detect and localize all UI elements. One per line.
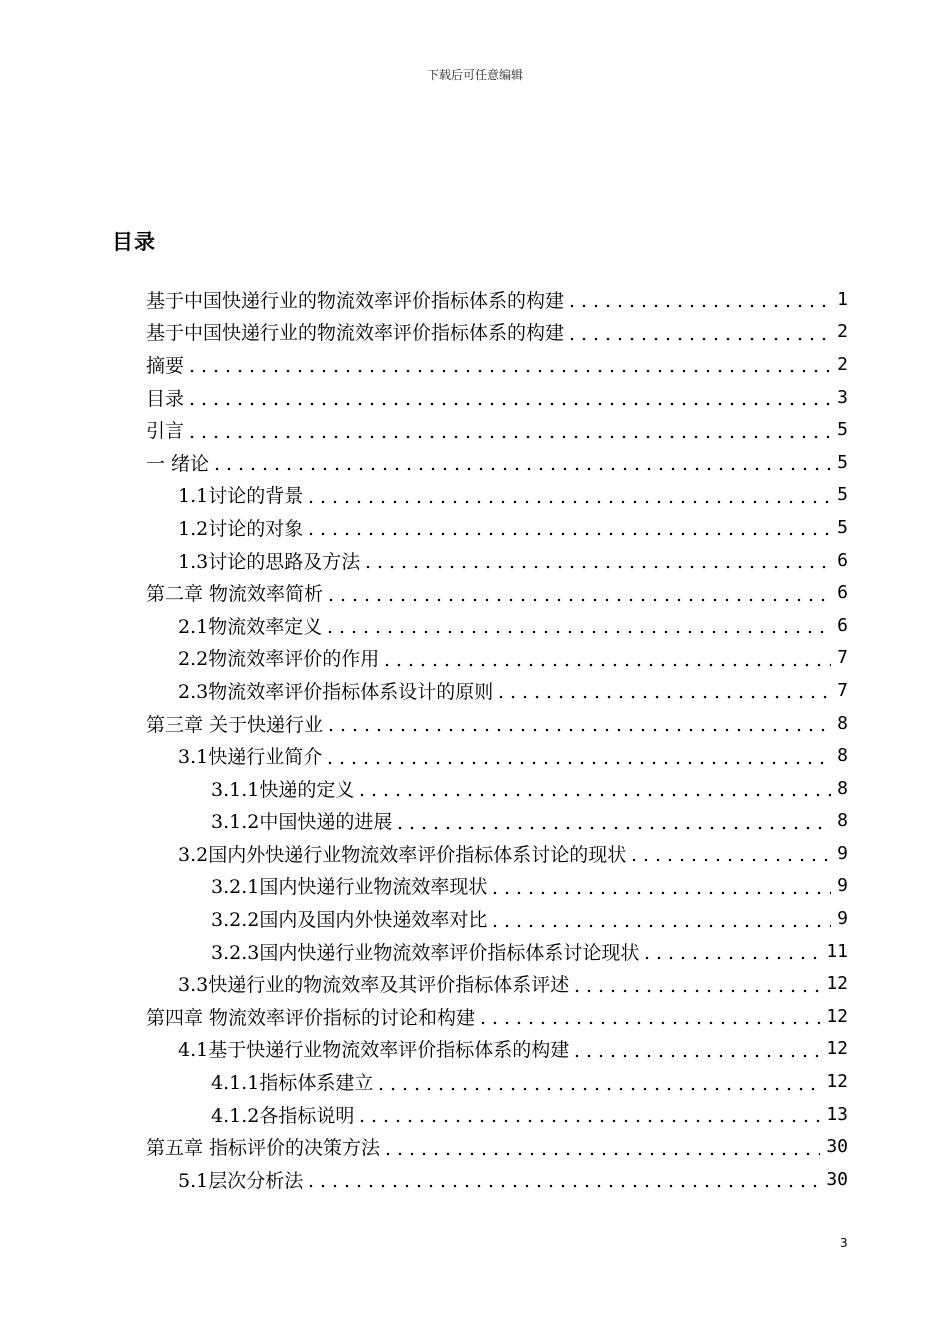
- toc-entry-title: 一 绪论: [146, 449, 209, 476]
- toc-entry-title: 第四章 物流效率评价指标的讨论和构建: [146, 1003, 475, 1030]
- toc-entry-title: 基于中国快递行业的物流效率评价指标体系的构建: [146, 286, 564, 313]
- toc-entry-page: 11: [826, 940, 848, 962]
- toc-entry[interactable]: [146, 576, 848, 609]
- toc-entry-page: 30: [826, 1168, 848, 1190]
- toc-entry-title: 3.2国内外快递行业物流效率评价指标体系讨论的现状: [178, 840, 626, 867]
- toc-entry-page: 9: [837, 875, 848, 897]
- toc-entry[interactable]: [146, 1098, 848, 1131]
- toc-entry-page: 8: [837, 712, 848, 734]
- toc-dot-leader: [641, 941, 820, 961]
- toc-entry-page: 5: [837, 516, 848, 538]
- toc-dot-leader: [356, 1104, 820, 1124]
- toc-dot-leader: [356, 778, 831, 798]
- toc-entry-page: 8: [837, 777, 848, 799]
- toc-entry-title: 3.2.3国内快递行业物流效率评价指标体系讨论现状: [211, 938, 639, 965]
- toc-entry-title: 2.1物流效率定义: [178, 612, 322, 639]
- toc-entry-page: 12: [826, 1005, 848, 1027]
- toc-list: [146, 283, 848, 1196]
- toc-dot-leader: [495, 680, 831, 700]
- toc-entry[interactable]: [146, 837, 848, 870]
- toc-entry-page: 2: [837, 353, 848, 375]
- toc-entry-page: 5: [837, 419, 848, 441]
- toc-entry-page: 6: [837, 582, 848, 604]
- toc-entry-page: 12: [826, 973, 848, 995]
- toc-entry[interactable]: [146, 348, 848, 381]
- toc-entry-title: 目录: [146, 384, 184, 411]
- toc-entry-page: 7: [837, 679, 848, 701]
- toc-entry[interactable]: [146, 479, 848, 512]
- toc-dot-leader: [571, 1039, 820, 1059]
- toc-dot-leader: [571, 974, 820, 994]
- toc-entry-page: 6: [837, 549, 848, 571]
- toc-entry[interactable]: [146, 739, 848, 772]
- toc-entry[interactable]: [146, 642, 848, 675]
- toc-entry[interactable]: [146, 1130, 848, 1163]
- toc-entry-title: 3.2.2国内及国内外快递效率对比: [211, 905, 487, 932]
- toc-entry-page: 9: [837, 908, 848, 930]
- toc-entry[interactable]: [146, 446, 848, 479]
- toc-entry-title: 3.2.1国内快递行业物流效率现状: [211, 872, 487, 899]
- toc-dot-leader: [186, 420, 831, 440]
- toc-entry[interactable]: [146, 609, 848, 642]
- toc-entry-title: 第三章 关于快递行业: [146, 710, 323, 737]
- toc-entry[interactable]: [146, 935, 848, 968]
- toc-entry-title: 4.1基于快递行业物流效率评价指标体系的构建: [178, 1035, 569, 1062]
- toc-dot-leader: [305, 485, 831, 505]
- toc-entry[interactable]: [146, 283, 848, 316]
- toc-dot-leader: [489, 876, 831, 896]
- toc-entry-page: 9: [837, 842, 848, 864]
- toc-entry-title: 1.2讨论的对象: [178, 514, 303, 541]
- toc-dot-leader: [381, 648, 831, 668]
- toc-entry-title: 5.1层次分析法: [178, 1166, 303, 1193]
- toc-entry-title: 2.2物流效率评价的作用: [178, 644, 379, 671]
- toc-entry[interactable]: [146, 1000, 848, 1033]
- toc-entry[interactable]: [146, 511, 848, 544]
- toc-entry-title: 1.1讨论的背景: [178, 481, 303, 508]
- toc-entry-page: 3: [837, 386, 848, 408]
- toc-entry-title: 摘要: [146, 351, 184, 378]
- toc-entry-page: 5: [837, 451, 848, 473]
- toc-entry-title: 3.1.1快递的定义: [211, 775, 354, 802]
- header-note: 下载后可任意编辑: [426, 68, 523, 82]
- toc-entry-page: 8: [837, 810, 848, 832]
- toc-dot-leader: [489, 909, 831, 929]
- toc-entry[interactable]: [146, 381, 848, 414]
- toc-entry-title: 3.1快递行业简介: [178, 742, 322, 769]
- toc-dot-leader: [324, 746, 831, 766]
- toc-dot-leader: [375, 1072, 820, 1092]
- toc-entry[interactable]: [146, 707, 848, 740]
- toc-entry[interactable]: [146, 1163, 848, 1196]
- toc-entry[interactable]: [146, 674, 848, 707]
- toc-dot-leader: [186, 387, 831, 407]
- toc-dot-leader: [566, 289, 831, 309]
- toc-dot-leader: [325, 713, 831, 733]
- toc-entry-title: 4.1.2各指标说明: [211, 1101, 354, 1128]
- toc-title: 目录: [112, 230, 156, 254]
- toc-dot-leader: [305, 517, 831, 537]
- toc-entry-page: 12: [826, 1071, 848, 1093]
- toc-entry-page: 5: [837, 484, 848, 506]
- toc-entry-page: 7: [837, 647, 848, 669]
- toc-dot-leader: [628, 843, 831, 863]
- toc-entry-page: 8: [837, 745, 848, 767]
- toc-entry[interactable]: [146, 967, 848, 1000]
- toc-entry[interactable]: [146, 316, 848, 349]
- toc-entry[interactable]: [146, 902, 848, 935]
- page-number: 3: [840, 1236, 848, 1250]
- toc-dot-leader: [325, 583, 831, 603]
- toc-entry[interactable]: [146, 544, 848, 577]
- toc-entry[interactable]: [146, 1065, 848, 1098]
- toc-dot-leader: [362, 550, 831, 570]
- toc-entry[interactable]: [146, 870, 848, 903]
- toc-entry-title: 1.3讨论的思路及方法: [178, 547, 360, 574]
- toc-entry-title: 第五章 指标评价的决策方法: [146, 1133, 380, 1160]
- toc-entry[interactable]: [146, 772, 848, 805]
- toc-entry[interactable]: [146, 805, 848, 838]
- toc-dot-leader: [382, 1137, 820, 1157]
- toc-dot-leader: [324, 615, 831, 635]
- toc-entry-title: 3.3快递行业的物流效率及其评价指标体系评述: [178, 970, 569, 997]
- toc-entry-page: 6: [837, 614, 848, 636]
- toc-entry-page: 2: [837, 321, 848, 343]
- toc-dot-leader: [186, 354, 831, 374]
- toc-dot-leader: [305, 1169, 820, 1189]
- toc-entry-page: 1: [837, 288, 848, 310]
- toc-entry-title: 2.3物流效率评价指标体系设计的原则: [178, 677, 493, 704]
- toc-dot-leader: [566, 322, 831, 342]
- toc-entry-title: 4.1.1指标体系建立: [211, 1068, 373, 1095]
- toc-dot-leader: [394, 811, 831, 831]
- toc-entry-title: 第二章 物流效率简析: [146, 579, 323, 606]
- toc-entry[interactable]: [146, 413, 848, 446]
- toc-entry[interactable]: [146, 1033, 848, 1066]
- toc-entry-page: 12: [826, 1038, 848, 1060]
- toc-entry-page: 30: [826, 1136, 848, 1158]
- toc-dot-leader: [477, 1006, 820, 1026]
- toc-entry-title: 基于中国快递行业的物流效率评价指标体系的构建: [146, 318, 564, 345]
- toc-entry-title: 3.1.2中国快递的进展: [211, 807, 392, 834]
- toc-entry-page: 13: [826, 1103, 848, 1125]
- toc-entry-title: 引言: [146, 416, 184, 443]
- toc-dot-leader: [211, 452, 831, 472]
